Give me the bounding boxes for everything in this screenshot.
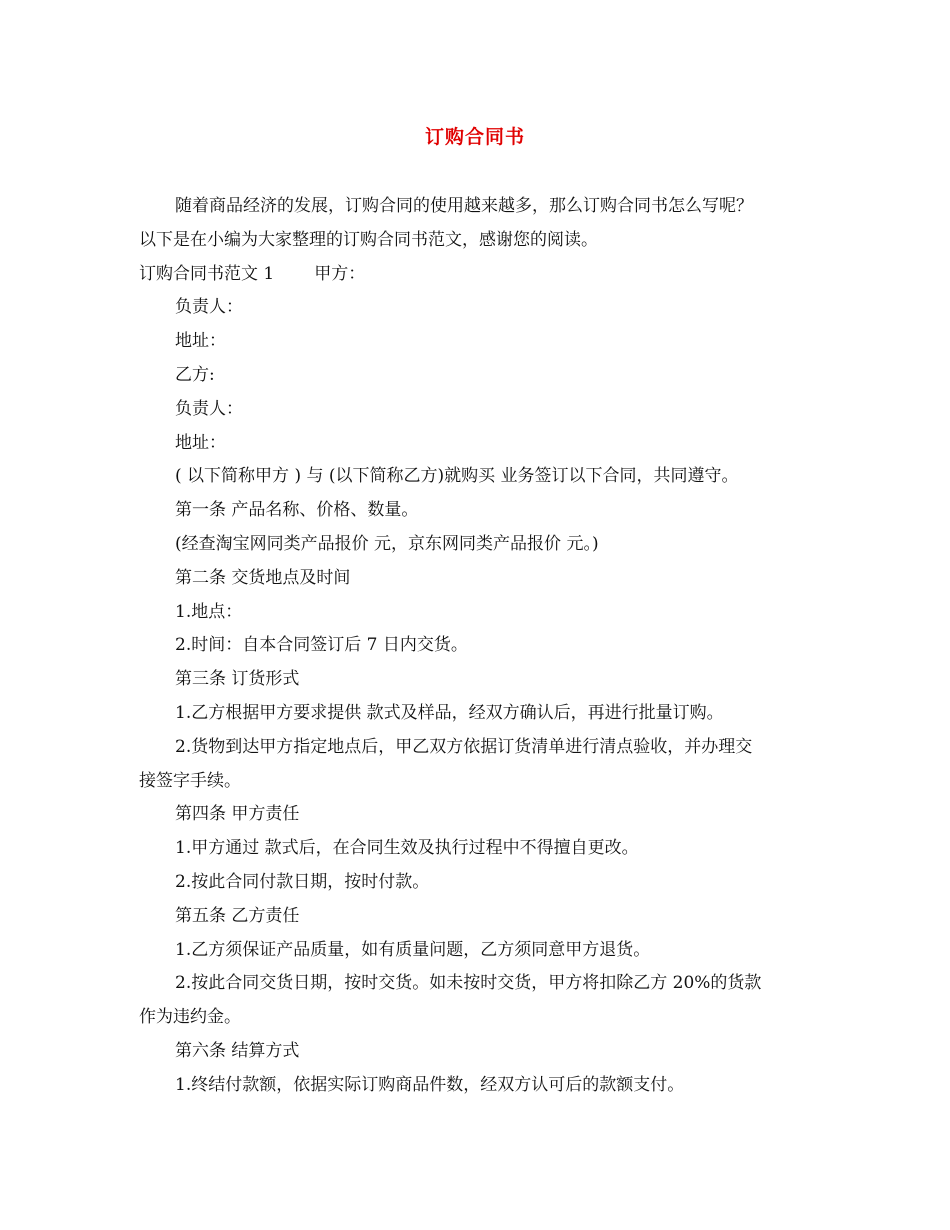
agreement-clause: ( 以下简称甲方 ) 与 (以下简称乙方)就购买 业务签订以下合同，共同遵守。 (175, 466, 739, 487)
intro-line-1: 随着商品经济的发展，订购合同的使用越来越多，那么订购合同书怎么写呢？ (175, 196, 753, 216)
article-3-item-2-line-1: 2.货物到达甲方指定地点后，甲乙双方依据订货清单进行清点验收，并办理交 (175, 736, 753, 757)
sample-heading-row (139, 258, 819, 292)
article-2-heading: 第二条 交货地点及时间 (175, 567, 351, 588)
party-a-label: 甲方： (314, 263, 366, 284)
article-3-item-1: 1.乙方根据甲方要求提供 款式及样品，经双方确认后，再进行批量订购。 (175, 702, 724, 723)
article-2-item-1: 1.地点： (175, 601, 243, 622)
article-4-item-1: 1.甲方通过 款式后，在合同生效及执行过程中不得擅自更改。 (175, 838, 639, 859)
article-3-item-2-line-2: 接签字手续。 (139, 770, 241, 791)
article-3-heading: 第三条 订货形式 (175, 669, 300, 690)
article-4-heading: 第四条 甲方责任 (175, 804, 300, 825)
party-a-addr: 地址： (175, 331, 226, 352)
article-2-item-2: 2.时间：自本合同签订后 7 日内交货。 (175, 635, 468, 656)
article-1-note: (经查淘宝网同类产品报价 元，京东网同类产品报价 元。) (175, 533, 599, 554)
party-b-rep: 负责人： (175, 398, 243, 419)
article-6-item-1: 1.终结付款额，依据实际订购商品件数，经双方认可后的款额支付。 (175, 1074, 685, 1095)
article-5-heading: 第五条 乙方责任 (175, 905, 300, 926)
document-body (139, 190, 819, 1103)
intro-line-2: 以下是在小编为大家整理的订购合同书范文，感谢您的阅读。 (139, 229, 598, 250)
party-a-rep: 负责人： (175, 297, 243, 318)
article-6-heading: 第六条 结算方式 (175, 1040, 300, 1061)
document-title: 订购合同书 (424, 126, 525, 148)
party-b-addr: 地址： (175, 432, 226, 453)
article-5-item-2-line-2: 作为违约金。 (139, 1007, 241, 1028)
article-4-item-2: 2.按此合同付款日期，按时付款。 (175, 871, 430, 892)
article-5-item-2-line-1: 2.按此合同交货日期，按时交货。如未按时交货，甲方将扣除乙方 20%的货款 (175, 973, 762, 994)
article-5-item-1: 1.乙方须保证产品质量，如有质量问题，乙方须同意甲方退货。 (175, 939, 651, 960)
sample-heading: 订购合同书范文 1 (139, 263, 275, 284)
article-1-heading: 第一条 产品名称、价格、数量。 (175, 500, 419, 521)
party-b-label: 乙方: (175, 364, 215, 385)
